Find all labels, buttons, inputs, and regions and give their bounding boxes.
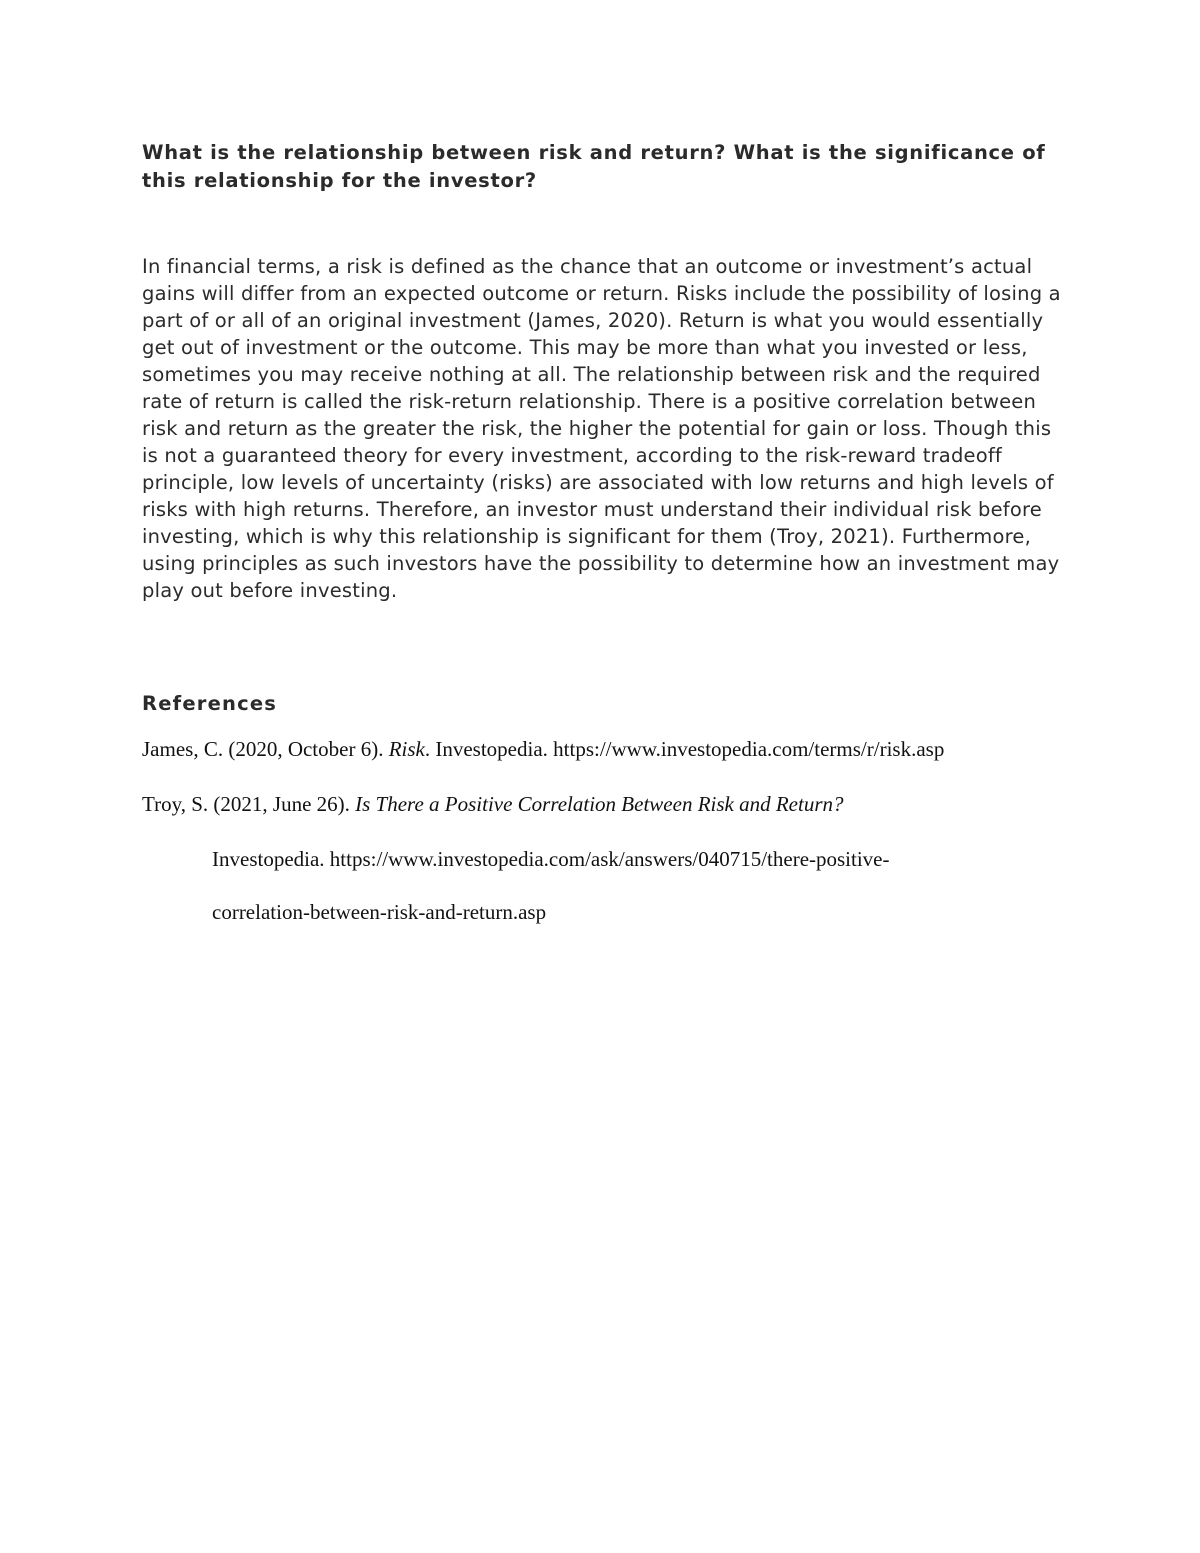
reference-troy xyxy=(142,789,844,819)
reference-troy-source-line-1: Investopedia. https://www.investopedia.com/ask/answers/040715/there-positive- xyxy=(212,847,890,871)
question-heading: What is the relationship between risk and return? What is the significance of this relationship for the investor? xyxy=(142,141,1046,192)
reference-james-source: . Investopedia. https://www.investopedia.com/terms/r/risk.asp xyxy=(424,737,945,761)
answer-paragraph: In financial terms, a risk is defined as the chance that an outcome or investment’s actual gains will differ from an expected outcome or return. Risks include the possibility of losing a part of or all of an original investment (James, 2020). Return is what you would essentially get out of investment or the outcome. This may be more than what you invested or less, sometimes you may receive nothing at all. The relationship between risk and the required rate of return is called the risk-return relationship. There is a positive correlation between risk and return as the greater the risk, the higher the potential for gain or loss. Though this is not a guaranteed theory for every investment, according to the risk-reward tradeoff principle, low levels of uncertainty (risks) are associated with low returns and high levels of risks with high returns. Therefore, an investor must understand their individual risk before investing, which is why this relationship is significant for them (Troy, 2021). Furthermore, using principles as such investors have the possibility to determine how an investment may play out before investing. xyxy=(142,255,1061,602)
reference-troy-authors: Troy, S. (2021, June 26). xyxy=(142,792,356,816)
reference-troy-source-line-2: correlation-between-risk-and-return.asp xyxy=(212,900,547,924)
references-heading: References xyxy=(142,692,278,715)
reference-james xyxy=(142,734,944,764)
reference-james-authors: James, C. (2020, October 6). xyxy=(142,737,389,761)
reference-james-title: Risk xyxy=(388,737,425,761)
reference-troy-title: Is There a Positive Correlation Between Risk and Return? xyxy=(355,792,844,816)
